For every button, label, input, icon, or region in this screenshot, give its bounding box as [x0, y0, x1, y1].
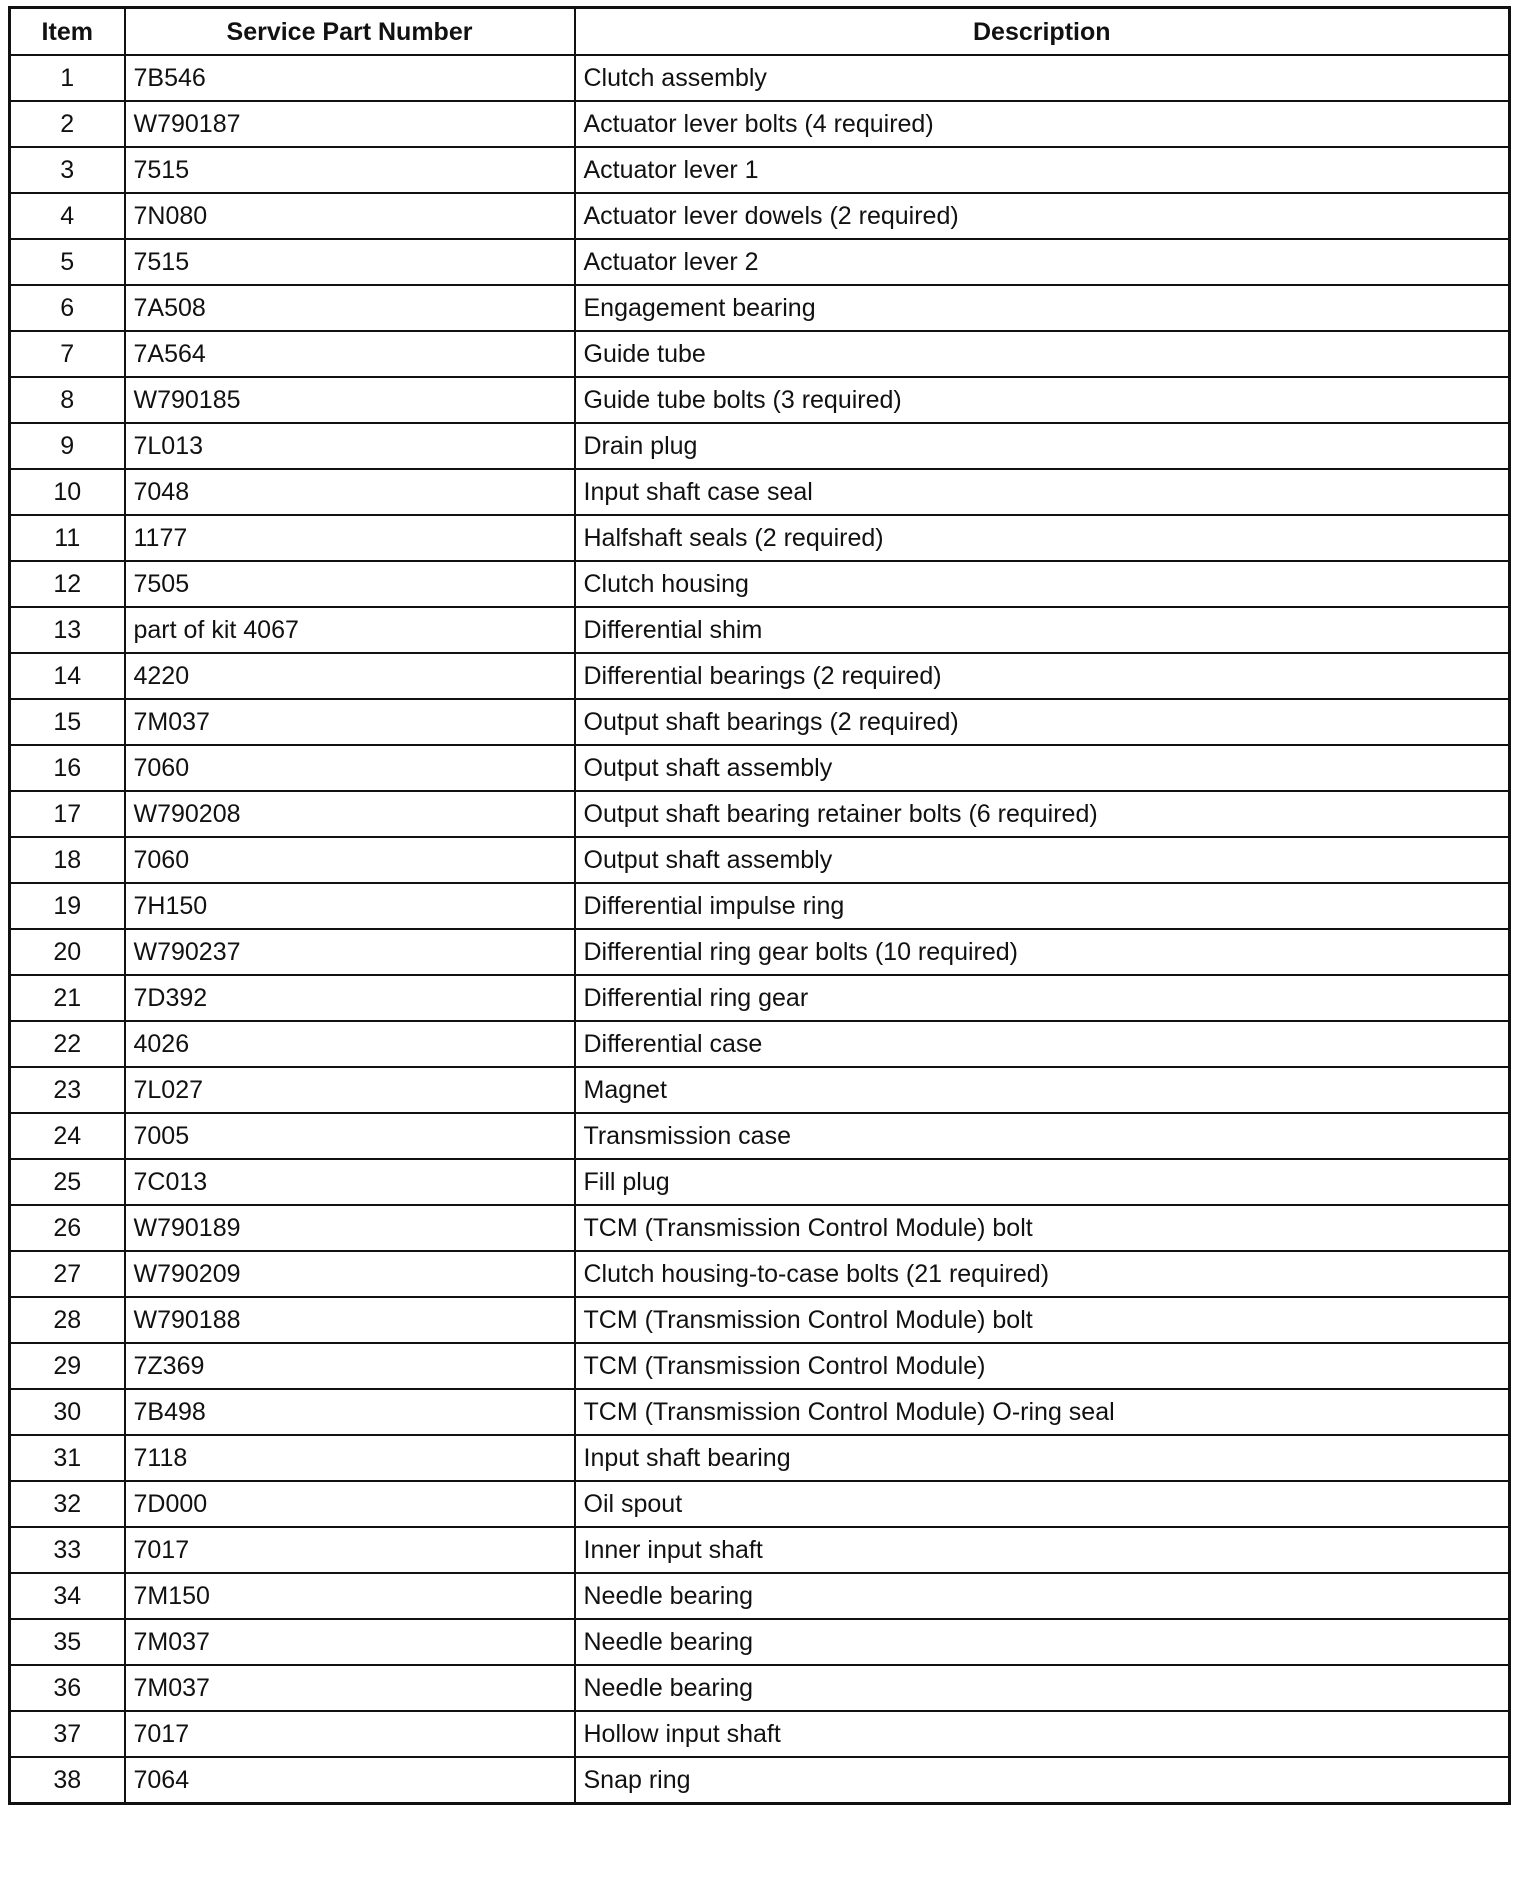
- table-row: [10, 561, 1510, 607]
- table-row: [10, 1757, 1510, 1804]
- item-number-cell: 9: [10, 423, 125, 469]
- description-cell: Halfshaft seals (2 required): [575, 515, 1510, 561]
- service-part-number-cell: 7017: [125, 1711, 575, 1757]
- item-number-cell: 12: [10, 561, 125, 607]
- item-number-cell: 5: [10, 239, 125, 285]
- service-part-number-cell: W790185: [125, 377, 575, 423]
- parts-table: [8, 6, 1511, 1805]
- description-cell: Snap ring: [575, 1757, 1510, 1804]
- service-part-number-cell: 7H150: [125, 883, 575, 929]
- service-part-number-cell: 7017: [125, 1527, 575, 1573]
- item-number-cell: 29: [10, 1343, 125, 1389]
- table-row: [10, 699, 1510, 745]
- item-number-cell: 20: [10, 929, 125, 975]
- table-row: [10, 469, 1510, 515]
- table-row: [10, 883, 1510, 929]
- service-part-number-cell: 7M037: [125, 699, 575, 745]
- description-cell: Oil spout: [575, 1481, 1510, 1527]
- item-number-cell: 33: [10, 1527, 125, 1573]
- service-part-number-cell: 7060: [125, 837, 575, 883]
- item-number-cell: 14: [10, 653, 125, 699]
- item-number-cell: 27: [10, 1251, 125, 1297]
- description-cell: Clutch housing-to-case bolts (21 required): [575, 1251, 1510, 1297]
- description-cell: TCM (Transmission Control Module): [575, 1343, 1510, 1389]
- table-row: [10, 239, 1510, 285]
- item-number-cell: 16: [10, 745, 125, 791]
- description-cell: Output shaft assembly: [575, 745, 1510, 791]
- description-cell: Needle bearing: [575, 1573, 1510, 1619]
- description-cell: Hollow input shaft: [575, 1711, 1510, 1757]
- description-cell: TCM (Transmission Control Module) O-ring seal: [575, 1389, 1510, 1435]
- header-row: [10, 8, 1510, 56]
- service-part-number-cell: part of kit 4067: [125, 607, 575, 653]
- item-number-cell: 2: [10, 101, 125, 147]
- table-row: [10, 1527, 1510, 1573]
- header-item: Item: [10, 8, 125, 56]
- service-part-number-cell: 7B498: [125, 1389, 575, 1435]
- item-number-cell: 25: [10, 1159, 125, 1205]
- item-number-cell: 37: [10, 1711, 125, 1757]
- description-cell: Engagement bearing: [575, 285, 1510, 331]
- table-row: [10, 1297, 1510, 1343]
- service-part-number-cell: 7D392: [125, 975, 575, 1021]
- item-number-cell: 11: [10, 515, 125, 561]
- service-part-number-cell: 7515: [125, 239, 575, 285]
- item-number-cell: 15: [10, 699, 125, 745]
- table-row: [10, 331, 1510, 377]
- service-part-number-cell: 7505: [125, 561, 575, 607]
- item-number-cell: 31: [10, 1435, 125, 1481]
- description-cell: Clutch assembly: [575, 55, 1510, 101]
- table-row: [10, 653, 1510, 699]
- service-part-number-cell: 7L013: [125, 423, 575, 469]
- service-part-number-cell: W790189: [125, 1205, 575, 1251]
- service-part-number-cell: 7118: [125, 1435, 575, 1481]
- service-part-number-cell: 7B546: [125, 55, 575, 101]
- table-row: [10, 423, 1510, 469]
- service-part-number-cell: W790209: [125, 1251, 575, 1297]
- service-part-number-cell: 7M037: [125, 1665, 575, 1711]
- item-number-cell: 19: [10, 883, 125, 929]
- item-number-cell: 22: [10, 1021, 125, 1067]
- table-row: [10, 1573, 1510, 1619]
- item-number-cell: 24: [10, 1113, 125, 1159]
- description-cell: Actuator lever bolts (4 required): [575, 101, 1510, 147]
- table-row: [10, 837, 1510, 883]
- description-cell: Transmission case: [575, 1113, 1510, 1159]
- table-row: [10, 1665, 1510, 1711]
- service-part-number-cell: 4026: [125, 1021, 575, 1067]
- service-part-number-cell: 7515: [125, 147, 575, 193]
- item-number-cell: 36: [10, 1665, 125, 1711]
- item-number-cell: 18: [10, 837, 125, 883]
- description-cell: Differential bearings (2 required): [575, 653, 1510, 699]
- service-part-number-cell: 7C013: [125, 1159, 575, 1205]
- service-part-number-cell: 7060: [125, 745, 575, 791]
- item-number-cell: 13: [10, 607, 125, 653]
- description-cell: Inner input shaft: [575, 1527, 1510, 1573]
- description-cell: Guide tube bolts (3 required): [575, 377, 1510, 423]
- table-row: [10, 55, 1510, 101]
- table-row: [10, 193, 1510, 239]
- table-row: [10, 1481, 1510, 1527]
- item-number-cell: 23: [10, 1067, 125, 1113]
- service-part-number-cell: 7Z369: [125, 1343, 575, 1389]
- service-part-number-cell: 1177: [125, 515, 575, 561]
- service-part-number-cell: 7M037: [125, 1619, 575, 1665]
- table-row: [10, 1205, 1510, 1251]
- table-row: [10, 975, 1510, 1021]
- service-part-number-cell: 7L027: [125, 1067, 575, 1113]
- table-row: [10, 745, 1510, 791]
- table-row: [10, 1159, 1510, 1205]
- description-cell: Drain plug: [575, 423, 1510, 469]
- service-part-number-cell: 7N080: [125, 193, 575, 239]
- service-part-number-cell: 7064: [125, 1757, 575, 1804]
- item-number-cell: 30: [10, 1389, 125, 1435]
- table-row: [10, 1619, 1510, 1665]
- item-number-cell: 38: [10, 1757, 125, 1804]
- service-part-number-cell: 7D000: [125, 1481, 575, 1527]
- description-cell: Magnet: [575, 1067, 1510, 1113]
- description-cell: TCM (Transmission Control Module) bolt: [575, 1205, 1510, 1251]
- table-row: [10, 515, 1510, 561]
- description-cell: Actuator lever 2: [575, 239, 1510, 285]
- table-row: [10, 1389, 1510, 1435]
- item-number-cell: 35: [10, 1619, 125, 1665]
- table-row: [10, 147, 1510, 193]
- item-number-cell: 21: [10, 975, 125, 1021]
- item-number-cell: 32: [10, 1481, 125, 1527]
- table-row: [10, 101, 1510, 147]
- description-cell: Actuator lever 1: [575, 147, 1510, 193]
- item-number-cell: 10: [10, 469, 125, 515]
- service-part-number-cell: 7M150: [125, 1573, 575, 1619]
- item-number-cell: 26: [10, 1205, 125, 1251]
- table-row: [10, 377, 1510, 423]
- description-cell: Input shaft bearing: [575, 1435, 1510, 1481]
- table-row: [10, 1711, 1510, 1757]
- description-cell: Needle bearing: [575, 1665, 1510, 1711]
- table-row: [10, 791, 1510, 837]
- table-row: [10, 1343, 1510, 1389]
- table-row: [10, 929, 1510, 975]
- description-cell: Differential case: [575, 1021, 1510, 1067]
- description-cell: Differential impulse ring: [575, 883, 1510, 929]
- description-cell: Differential ring gear: [575, 975, 1510, 1021]
- parts-table-body: [10, 55, 1510, 1804]
- header-description: Description: [575, 8, 1510, 56]
- table-row: [10, 1435, 1510, 1481]
- description-cell: Actuator lever dowels (2 required): [575, 193, 1510, 239]
- description-cell: Needle bearing: [575, 1619, 1510, 1665]
- service-part-number-cell: W790237: [125, 929, 575, 975]
- item-number-cell: 34: [10, 1573, 125, 1619]
- service-part-number-cell: W790208: [125, 791, 575, 837]
- table-row: [10, 1113, 1510, 1159]
- description-cell: Guide tube: [575, 331, 1510, 377]
- table-row: [10, 285, 1510, 331]
- item-number-cell: 7: [10, 331, 125, 377]
- description-cell: Output shaft bearings (2 required): [575, 699, 1510, 745]
- service-part-number-cell: W790187: [125, 101, 575, 147]
- table-row: [10, 1021, 1510, 1067]
- item-number-cell: 6: [10, 285, 125, 331]
- item-number-cell: 28: [10, 1297, 125, 1343]
- description-cell: Output shaft assembly: [575, 837, 1510, 883]
- service-part-number-cell: 7A564: [125, 331, 575, 377]
- service-part-number-cell: 4220: [125, 653, 575, 699]
- table-row: [10, 607, 1510, 653]
- description-cell: Fill plug: [575, 1159, 1510, 1205]
- service-part-number-cell: 7005: [125, 1113, 575, 1159]
- description-cell: TCM (Transmission Control Module) bolt: [575, 1297, 1510, 1343]
- description-cell: Output shaft bearing retainer bolts (6 required): [575, 791, 1510, 837]
- description-cell: Input shaft case seal: [575, 469, 1510, 515]
- service-part-number-cell: W790188: [125, 1297, 575, 1343]
- description-cell: Differential ring gear bolts (10 required): [575, 929, 1510, 975]
- table-row: [10, 1251, 1510, 1297]
- service-part-number-cell: 7048: [125, 469, 575, 515]
- description-cell: Clutch housing: [575, 561, 1510, 607]
- item-number-cell: 1: [10, 55, 125, 101]
- service-part-number-cell: 7A508: [125, 285, 575, 331]
- item-number-cell: 8: [10, 377, 125, 423]
- table-row: [10, 1067, 1510, 1113]
- item-number-cell: 4: [10, 193, 125, 239]
- item-number-cell: 17: [10, 791, 125, 837]
- header-service-part-number: Service Part Number: [125, 8, 575, 56]
- description-cell: Differential shim: [575, 607, 1510, 653]
- item-number-cell: 3: [10, 147, 125, 193]
